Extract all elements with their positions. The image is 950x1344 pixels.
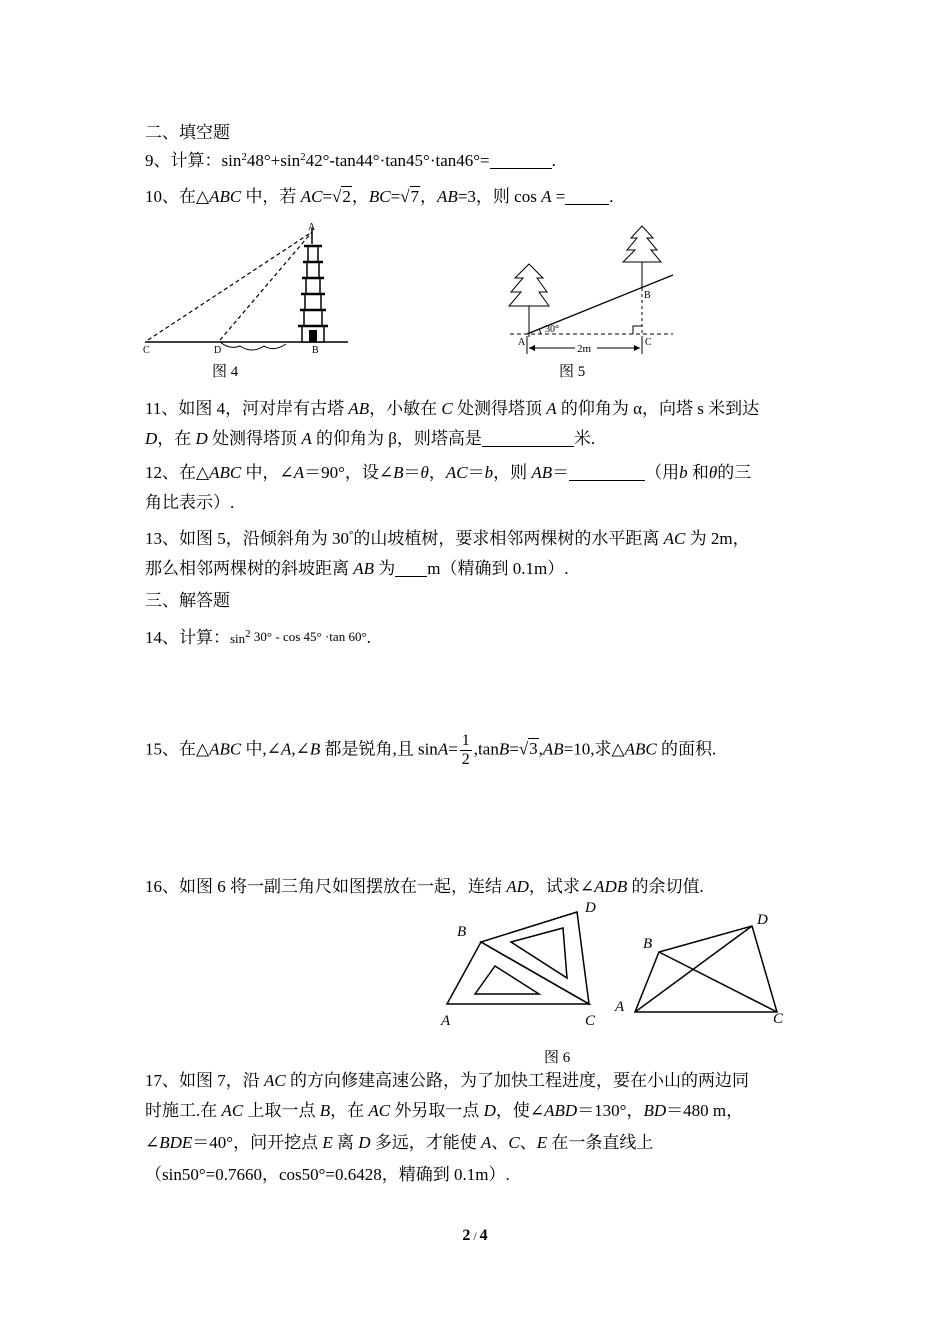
q9-sup: 2: [241, 151, 247, 163]
question-14: [145, 624, 371, 652]
question-11-line-2: [145, 426, 595, 452]
q17-text: 外另取一点: [390, 1101, 484, 1120]
q15-text: ,tan: [473, 739, 499, 759]
q10-text: 10、在△: [145, 187, 210, 206]
q11-var: A: [301, 429, 312, 448]
numerator: 1: [461, 732, 470, 749]
sqrt-symbol: √: [400, 187, 410, 206]
q17-text: 、: [519, 1133, 537, 1152]
label-angle: 30°: [545, 324, 559, 335]
answer-blank[interactable]: [569, 462, 645, 481]
q11-text: ，在: [157, 429, 196, 448]
q17-var: BD: [643, 1101, 667, 1120]
q10-text: =3，则 cos: [457, 187, 542, 206]
figure-6-left: [447, 912, 589, 1004]
label-d: D: [214, 345, 222, 356]
q9-sup: 2: [300, 151, 306, 163]
question-13-line-2: [145, 556, 568, 582]
q11-text: 处测得塔顶: [207, 429, 302, 448]
q15-text: 中,∠: [241, 739, 281, 759]
q11-text: 的仰角为 β，则塔高是: [311, 429, 482, 448]
label-b-left: B: [457, 924, 467, 940]
q14-text: 14、计算：: [145, 628, 230, 647]
q16-var: ADB: [594, 877, 628, 896]
radicand: 7: [410, 187, 420, 206]
q17-text: ，使∠: [495, 1101, 545, 1120]
q11-text: ，小敏在: [369, 399, 442, 418]
question-17-line-3: [145, 1130, 653, 1156]
angle-arc: [539, 329, 541, 334]
q13-deg: °: [349, 529, 354, 541]
right-angle-mark: [633, 326, 642, 334]
q12-var: b: [679, 463, 688, 482]
river: [220, 342, 286, 350]
page-number: [0, 1227, 950, 1245]
question-12-line-1: [145, 460, 751, 486]
q11-text: 处测得塔顶: [452, 399, 547, 418]
q17-var: ABD: [544, 1101, 578, 1120]
q15-var: B: [309, 739, 321, 759]
q13-text: 那么相邻两棵树的斜坡距离: [145, 559, 354, 578]
answer-blank[interactable]: [565, 186, 609, 205]
q13-text: 的山坡植树，要求相邻两棵树的水平距离: [353, 529, 664, 548]
q12-text: 中，∠: [241, 463, 294, 482]
q10-var: AB: [437, 187, 458, 206]
q13-text: 13、如图 5，沿倾斜角为 30: [145, 529, 349, 548]
q16-text: ，试求∠: [528, 877, 595, 896]
q12-text: ，则: [493, 463, 532, 482]
label-d-right: D: [757, 912, 768, 928]
q11-text: 的仰角为 α，向塔 s 米到达: [556, 399, 760, 418]
q17-text: ，在: [330, 1101, 369, 1120]
figure-6-caption: 图 6: [544, 1050, 571, 1066]
label-c: C: [143, 345, 150, 356]
q10-end: .: [609, 187, 614, 206]
q10-text: =: [390, 187, 401, 206]
q17-var: E: [536, 1133, 548, 1152]
q9-end: .: [551, 151, 556, 170]
page-separator: /: [470, 1229, 480, 1243]
q14-expr: 30° - cos 45° ·tan 60°: [250, 629, 367, 644]
q14-sup: 2: [245, 628, 251, 640]
question-17-line-1: [145, 1068, 749, 1094]
q14-expr: sin: [230, 631, 246, 646]
q11-var: AB: [348, 399, 370, 418]
answer-blank[interactable]: [395, 558, 427, 577]
label-b: B: [312, 345, 319, 356]
q15-text: ,: [538, 739, 543, 759]
q17-var: B: [319, 1101, 331, 1120]
q11-var: D: [195, 429, 208, 448]
q9-text: 42°-tan44°·tan45°·tan46°=: [305, 151, 490, 170]
q10-var: ABC: [209, 187, 242, 206]
q12-text: 12、在△: [145, 463, 210, 482]
tree-right: [623, 226, 661, 290]
radicand: 3: [529, 739, 538, 759]
label-b-right: B: [643, 936, 653, 952]
q15-text: ,∠: [291, 739, 310, 759]
q12-var: b: [484, 463, 494, 482]
q13-text: 为 2m，: [685, 529, 750, 548]
q12-text: 的三: [717, 463, 752, 482]
q17-var: D: [358, 1133, 371, 1152]
q11-var: C: [441, 399, 453, 418]
denominator: 2: [461, 751, 470, 768]
answer-blank[interactable]: [482, 428, 574, 447]
q12-text: （用: [645, 463, 680, 482]
q17-text: 多远，才能使: [370, 1133, 482, 1152]
q12-var: θ: [708, 463, 718, 482]
figure-6: [435, 894, 815, 1034]
q11-text: 11、如图 4，河对岸有古塔: [145, 399, 349, 418]
label-d-left: D: [585, 900, 596, 916]
q17-var: AC: [264, 1071, 286, 1090]
figure-5: [505, 222, 680, 357]
q17-text: 上取一点: [243, 1101, 320, 1120]
radicand: 2: [342, 187, 351, 206]
q17-text: ＝130°，: [577, 1101, 644, 1120]
q17-text: 17、如图 7，沿: [145, 1071, 264, 1090]
q17-var: AC: [368, 1101, 391, 1120]
q15-var: ABC: [624, 739, 657, 759]
q9-text: 9、计算：sin: [145, 151, 242, 170]
figure-4: [140, 222, 355, 357]
q12-text: ＝: [552, 463, 570, 482]
q15-text: =: [509, 739, 519, 759]
q15-var: A: [280, 739, 292, 759]
q13-text: 为: [374, 559, 396, 578]
q17-var: D: [483, 1101, 496, 1120]
label-a: A: [518, 337, 526, 348]
q10-text: 中，若: [241, 187, 301, 206]
q12-var: ABC: [209, 463, 242, 482]
q16-var: AD: [506, 877, 529, 896]
q11-var: A: [546, 399, 557, 418]
q13-var: AC: [663, 529, 686, 548]
fraction-one-half: [460, 732, 472, 769]
sqrt-symbol: √: [518, 739, 529, 759]
question-17-line-4: （sin50°=0.7660，cos50°=0.6428，精确到 0.1m）.: [145, 1165, 510, 1184]
q10-text: ，: [420, 187, 438, 206]
q12-var: AB: [531, 463, 553, 482]
label-c-left: C: [585, 1013, 596, 1029]
q12-text: ，: [428, 463, 446, 482]
question-13-line-1: [145, 526, 750, 552]
q15-var: ABC: [209, 739, 242, 759]
q15-var: B: [498, 739, 510, 759]
q12-var: θ: [420, 463, 429, 482]
q16-text: 的余切值.: [627, 877, 704, 896]
q12-var: AC: [445, 463, 468, 482]
q17-var: BDE: [159, 1133, 193, 1152]
q9-text: 48°+sin: [246, 151, 301, 170]
label-a-left: A: [441, 1013, 451, 1029]
label-b: B: [644, 290, 651, 301]
sqrt-symbol: √: [332, 187, 342, 206]
q13-text: m（精确到 0.1m）.: [427, 559, 569, 578]
label-dist: 2m: [577, 343, 592, 355]
q13-var: AB: [353, 559, 375, 578]
q15-text: 15、在△: [145, 739, 210, 759]
q15-text: 都是锐角,且 sin: [320, 739, 438, 759]
q17-text: 、: [491, 1133, 509, 1152]
q17-text: 时施工.在: [145, 1101, 222, 1120]
q15-var: AB: [542, 739, 564, 759]
question-10: [145, 184, 614, 210]
q17-text: ＝40°，问开挖点: [192, 1133, 323, 1152]
q15-var: A: [437, 739, 449, 759]
q17-text: 离: [332, 1133, 359, 1152]
q12-text: ＝90°，设∠: [304, 463, 394, 482]
q17-var: E: [322, 1133, 333, 1152]
q15-text: 的面积.: [656, 739, 717, 759]
q12-text: ＝: [403, 463, 421, 482]
figure-4-caption: 图 4: [212, 364, 239, 380]
q10-var: A: [541, 187, 552, 206]
q10-var: AC: [300, 187, 323, 206]
q17-text: ＝480 m，: [666, 1101, 744, 1120]
section-fill-title: 二、填空题: [145, 123, 230, 142]
q12-var: B: [393, 463, 404, 482]
sight-line-c: [148, 232, 312, 340]
question-11-line-1: [145, 396, 759, 422]
answer-blank[interactable]: [490, 150, 552, 169]
q17-text: 的方向修建高速公路，为了加快工程进度，要在小山的两边同: [285, 1071, 749, 1090]
figure-5-caption: 图 5: [559, 364, 586, 380]
label-a-right: A: [615, 999, 625, 1015]
q10-text: =: [322, 187, 333, 206]
q16-text: 16、如图 6 将一副三角尺如图摆放在一起，连结: [145, 877, 507, 896]
question-17-line-2: [145, 1098, 743, 1124]
section-answer-title: 三、解答题: [145, 591, 230, 610]
tree-left: [509, 264, 549, 337]
q11-var: D: [145, 429, 158, 448]
figure-6-right: [635, 926, 777, 1012]
pagoda: [298, 228, 328, 342]
q12-text: ＝: [467, 463, 485, 482]
q10-text: ，: [351, 187, 369, 206]
label-c-right: C: [773, 1011, 784, 1027]
q17-var: A: [481, 1133, 492, 1152]
question-12-line-2: 角比表示）.: [145, 493, 235, 512]
q17-var: C: [508, 1133, 520, 1152]
q12-text: 和: [687, 463, 709, 482]
sight-line-d: [220, 232, 312, 340]
label-a: A: [308, 222, 316, 233]
current-page: 2: [462, 1227, 471, 1244]
q10-text: =: [551, 187, 566, 206]
q15-text: =10,求△: [563, 739, 625, 759]
q17-text: 在一条直线上: [547, 1133, 654, 1152]
total-pages: 4: [479, 1227, 488, 1244]
question-15: [145, 732, 716, 769]
q17-text: ∠: [145, 1133, 160, 1152]
label-c: C: [645, 337, 652, 348]
q17-var: AC: [221, 1101, 244, 1120]
q12-var: A: [293, 463, 305, 482]
q10-var: BC: [368, 187, 391, 206]
q11-text: 米.: [573, 429, 596, 448]
q14-end: .: [366, 628, 371, 647]
question-9: [145, 148, 556, 174]
q15-text: =: [448, 739, 458, 759]
